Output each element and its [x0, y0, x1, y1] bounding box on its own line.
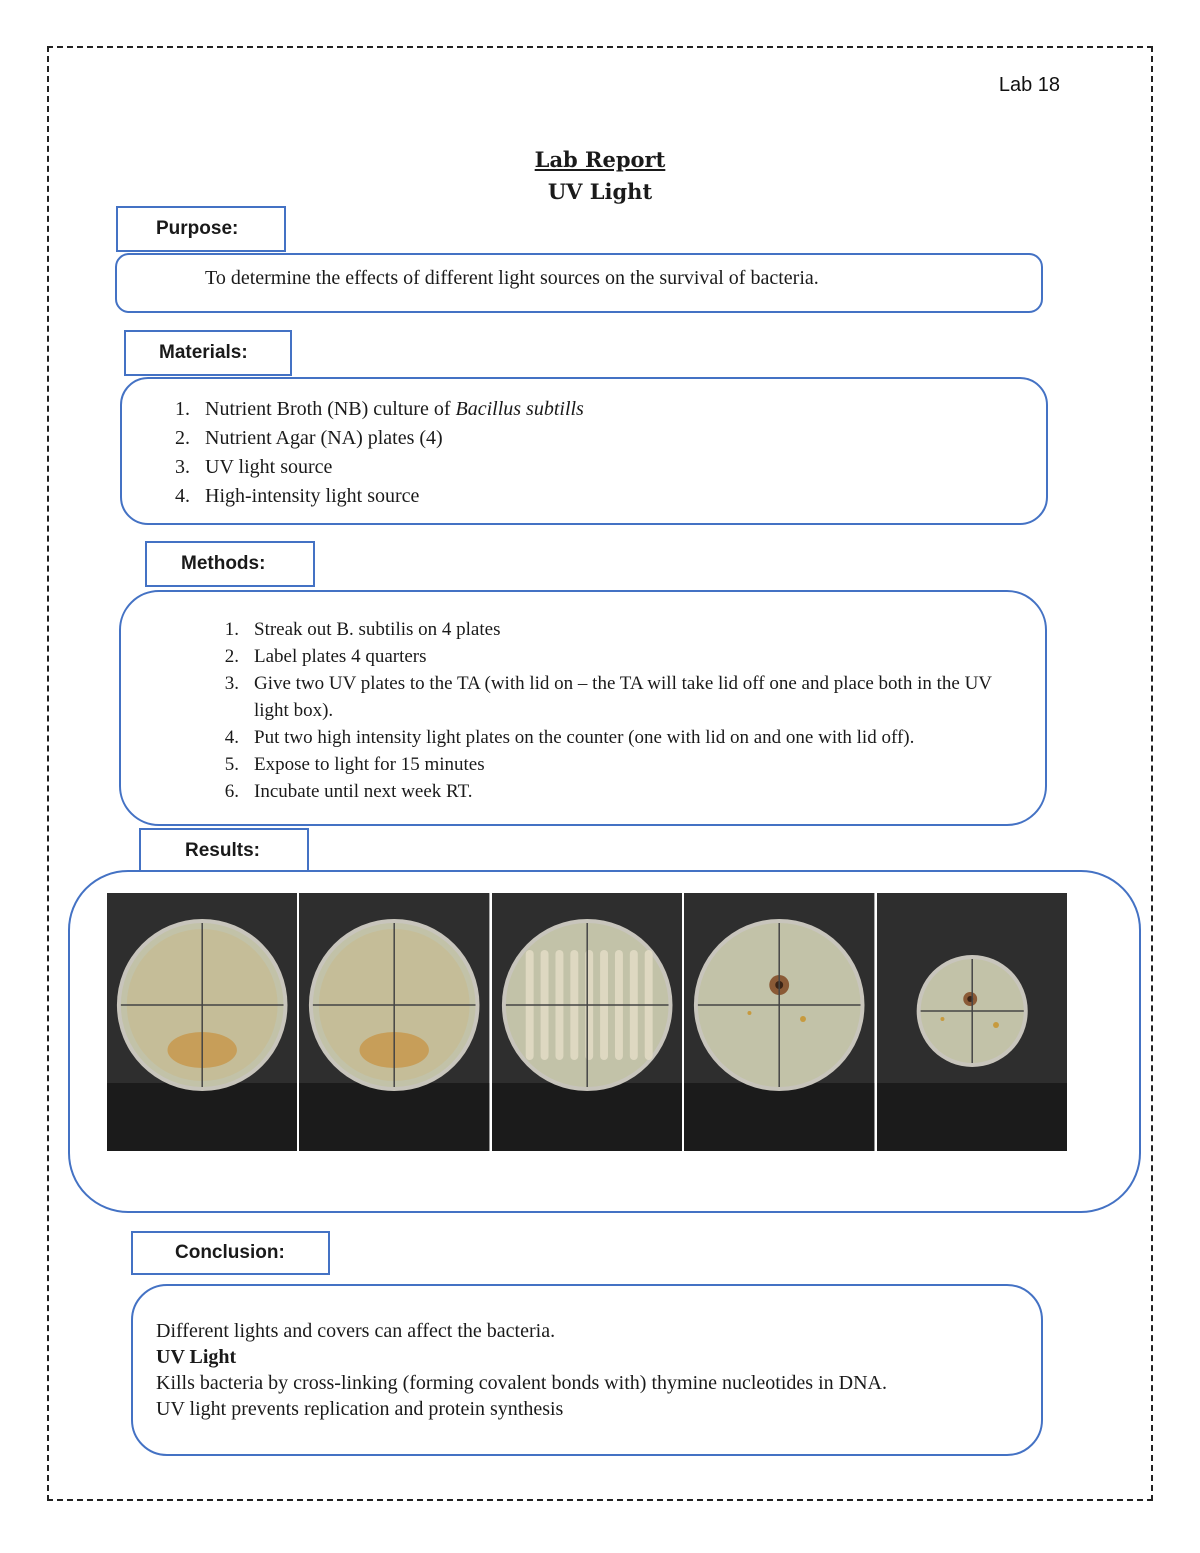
list-item-number: 2. [175, 427, 190, 449]
methods-label: Methods: [145, 541, 315, 587]
plate-photo-3 [492, 893, 682, 1151]
results-label: Results: [139, 828, 309, 874]
list-item-number: 6. [224, 781, 239, 802]
materials-list [160, 395, 1046, 511]
list-item-plain-text: Expose to light for 15 minutes [254, 754, 485, 775]
plate-photo-4 [684, 893, 874, 1151]
methods-box [119, 590, 1047, 826]
list-item-italic-text: Bacillus subtills [455, 398, 584, 420]
report-title: Lab Report [534, 147, 666, 172]
conclusion-label: Conclusion: [131, 1231, 330, 1275]
list-item-number: 1. [175, 398, 190, 420]
materials-box [120, 377, 1048, 525]
purpose-text: To determine the effects of different light sources on the survival of bacteria. [205, 267, 819, 289]
list-item-plain-text: Nutrient Broth (NB) culture of [205, 398, 456, 420]
list-item [160, 395, 1046, 424]
list-item-number: 3. [175, 456, 190, 478]
purpose-label: Purpose: [116, 206, 286, 252]
list-item-number: 4. [175, 485, 190, 507]
list-item [209, 643, 1005, 670]
list-item-plain-text: UV light source [205, 456, 333, 478]
list-item-text [254, 751, 1005, 778]
list-item-text [205, 395, 1046, 424]
list-item-text [254, 724, 1005, 751]
list-item-number: 1. [224, 619, 239, 640]
plate-photo-5 [877, 893, 1067, 1151]
list-item-plain-text: Put two high intensity light plates on the counter (one with lid on and one with lid off). [254, 727, 915, 748]
list-item [160, 453, 1046, 482]
title-block [0, 144, 1200, 208]
list-item-plain-text: Incubate until next week RT. [254, 781, 473, 802]
list-item [160, 424, 1046, 453]
lab-number: Lab 18 [998, 74, 1060, 96]
list-item-plain-text: Streak out B. subtilis on 4 plates [254, 619, 501, 640]
conclusion-box [131, 1284, 1043, 1456]
results-photo-strip [107, 893, 1067, 1151]
list-item-number: 5. [224, 754, 239, 775]
list-item [209, 616, 1005, 643]
list-item [209, 670, 1005, 724]
conclusion-line-2: Kills bacteria by cross-linking (forming covalent bonds with) thymine nucleotides in DNA. [156, 1372, 887, 1394]
list-item-text [205, 482, 1046, 511]
list-item-plain-text: High-intensity light source [205, 485, 420, 507]
report-subtitle: UV Light [547, 179, 653, 204]
list-item-number: 3. [224, 673, 239, 694]
materials-label: Materials: [124, 330, 292, 376]
purpose-box [115, 253, 1043, 313]
list-item [209, 751, 1005, 778]
conclusion-heading: UV Light [156, 1346, 237, 1368]
list-item-plain-text: Give two UV plates to the TA (with lid on – the TA will take lid off one and place both in the UV light box). [254, 673, 992, 721]
petri-dish-image [107, 893, 297, 1151]
methods-list [209, 616, 1005, 805]
list-item-text [205, 453, 1046, 482]
petri-dish-image [492, 893, 682, 1151]
list-item-plain-text: Nutrient Agar (NA) plates (4) [205, 427, 443, 449]
list-item-text [254, 616, 1005, 643]
list-item [209, 724, 1005, 751]
conclusion-line-1: Different lights and covers can affect the bacteria. [156, 1320, 556, 1342]
list-item [209, 778, 1005, 805]
conclusion-line-3: UV light prevents replication and protein synthesis [156, 1398, 564, 1420]
list-item [160, 482, 1046, 511]
plate-photo-1 [107, 893, 297, 1151]
petri-dish-image [299, 893, 489, 1151]
list-item-text [254, 643, 1005, 670]
plate-photo-2 [299, 893, 489, 1151]
list-item-text [254, 670, 1005, 724]
petri-dish-image [877, 893, 1067, 1151]
list-item-text [205, 424, 1046, 453]
list-item-plain-text: Label plates 4 quarters [254, 646, 427, 667]
list-item-text [254, 778, 1005, 805]
list-item-number: 4. [224, 727, 239, 748]
list-item-number: 2. [224, 646, 239, 667]
petri-dish-image [684, 893, 874, 1151]
